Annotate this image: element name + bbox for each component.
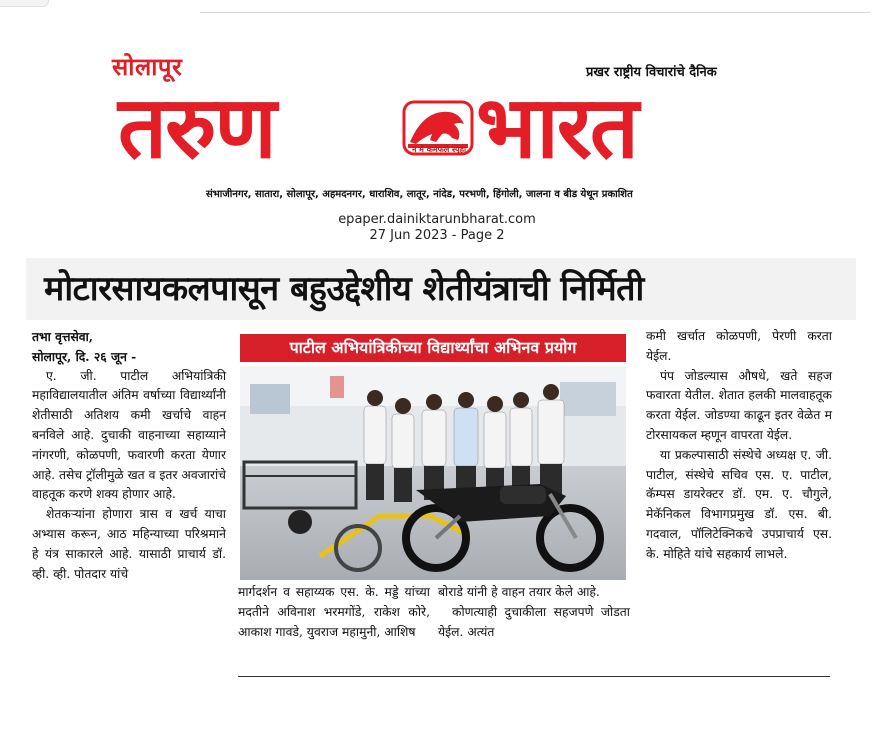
epaper-date-page: 27 Jun 2023 - Page 2 [369, 228, 505, 243]
paragraph: पंप जोडल्यास औषधे, खते सहज फवारता येतील. शेतात हलकी मालवाहतूक करता येईल. जोडण्या काढून इतर वेळेत म टोरसायकल म्हणून वापरता येईल. [646, 368, 832, 442]
paragraph: ए. जी. पाटील अभियांत्रिकी महाविद्यालयातील अंतिम वर्षाच्या विद्यार्थ्यांनी शेतीसाठी अतिशय कमी खर्चाचे वाहन बनविले आहे. दुचाकी वाहनाच्या सहाय्याने नांगरणी, कोळपणी, फवारणी करता येणार आहे. तसेच ट्रॉलीमुळे खत व इतर अवजारांचे वाहतूक करणे शक्य होणार आहे. [32, 368, 226, 502]
dateline: सोलापूर, दि. २६ जून - [32, 348, 137, 364]
epaper-url: epaper.dainiktarunbharat.com [338, 212, 536, 227]
paragraph: कमी खर्चात कोळपणी, पेरणी करता येईल. [646, 329, 832, 363]
browser-tab-corner [0, 0, 49, 7]
article-column-3 [438, 583, 630, 642]
article-column-4 [646, 327, 832, 565]
headline-text: मोटारसायकलपासून बहुउद्देशीय शेतीयंत्राची निर्मिती [44, 269, 644, 309]
masthead-motto: न मे कर्मफले स्पृहा [411, 145, 467, 154]
paragraph: बोराडे यांनी हे वाहन तयार केले आहे. [438, 585, 600, 599]
paragraph: शेतकऱ्यांना होणारा त्रास व खर्च याचा अभ्यास करून, आठ महिन्याच्या परिश्रमाने हे यंत्र साकारले आहे. यासाठी प्राचार्य डॉ. व्ही. व्ही. पोतदार यांचे [32, 507, 226, 581]
column-bottom-rule [238, 676, 830, 677]
masthead-tagline: प्रखर राष्ट्रीय विचारांचे दैनिक [586, 65, 717, 80]
paragraph: मार्गदर्शन व सहाय्यक एस. के. मड्डे यांच्या मदतीने अविनाश भरमगोंडे, राकेश कोरे, आकाश गावडे, युवराज महामुनी, आशिष [238, 585, 430, 639]
browser-toolbar-edge [200, 0, 870, 13]
paragraph: कोणत्याही दुचाकीला सहजपणे जोडता येईल. अत्यंत [438, 604, 630, 639]
paragraph: या प्रकल्पासाठी संस्थेचे अध्यक्ष ए. जी. पाटील, संस्थेचे सचिव एस. ए. पाटील, कॅम्पस डायरेक्टर डॉ. एम. ए. चौगुले, मेकॅनिकल विभागप्रमुख डॉ. एस. बी. गदवाल, पॉलिटेक्निकचे उपप्राचार्य एस. के. मोहिते यांचे सहकार्य लाभले. [646, 447, 832, 561]
article-column-1 [32, 327, 226, 584]
brand-left-text: तरुण [118, 77, 275, 178]
brand-right-text: भारत [476, 77, 637, 178]
masthead-logo [118, 77, 748, 184]
masthead-city: सोलापूर [112, 52, 183, 81]
lion-emblem-icon [402, 94, 474, 166]
masthead-editions: संभाजीनगर, सातारा, सोलापूर, अहमदनगर, धाराशिव, लातूर, नांदेड, परभणी, हिंगोली, जालना व बीड येथून प्रकाशित [206, 189, 633, 200]
article-column-2 [238, 583, 430, 642]
article-photo [240, 366, 626, 580]
byline: तभा वृत्तसेवा, [32, 329, 94, 344]
photo-caption-banner: पाटील अभियांत्रिकीच्या विद्यार्थ्यांचा अभिनव प्रयोग [240, 334, 626, 362]
article-headline [26, 258, 856, 320]
